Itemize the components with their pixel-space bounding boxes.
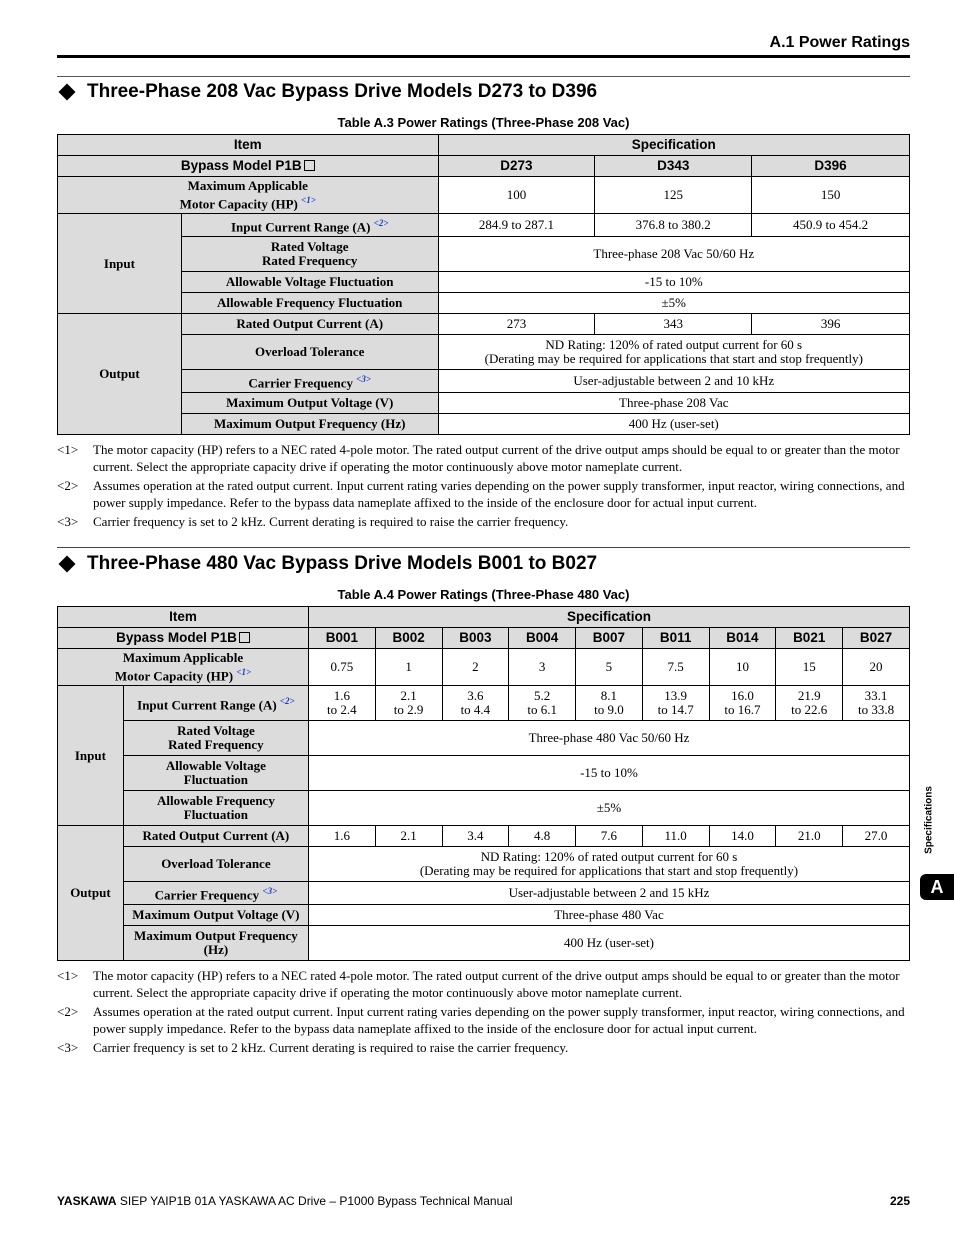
value-cell: 3: [509, 649, 576, 686]
item-header: Item: [58, 135, 439, 156]
input-group-label: Input: [58, 686, 124, 826]
value-cell: ND Rating: 120% of rated output current for 60 s (Derating may be required for applications that start and stop frequently): [308, 847, 909, 882]
max-output-voltage-label: Maximum Output Voltage (V): [181, 393, 438, 414]
footnote: <3> Carrier frequency is set to 2 kHz. Current derating is required to raise the carrier frequency.: [57, 1040, 569, 1055]
value-cell: 4.8: [509, 826, 576, 847]
model-label: Bypass Model P1B: [58, 156, 439, 177]
model-cell: B001: [308, 628, 375, 649]
model-cell: D396: [752, 156, 910, 177]
model-label: Bypass Model P1B: [58, 628, 309, 649]
value-cell: Three-phase 480 Vac: [308, 905, 909, 926]
frequency-fluctuation-label: Allowable Frequency Fluctuation: [123, 791, 308, 826]
value-cell: 1.6 to 2.4: [308, 686, 375, 721]
footnote: <2> Assumes operation at the rated output current. Input current rating varies depending on the power supply transformer, input reactor, wiring connections, and power supply impedance. Refer to the bypass data nameplate affixed to the inside of the enclosure door for actual input current.: [57, 1004, 905, 1036]
value-cell: User-adjustable between 2 and 10 kHz: [438, 370, 909, 393]
rated-output-current-label: Rated Output Current (A): [181, 314, 438, 335]
rated-voltage-label: Rated Voltage Rated Frequency: [181, 237, 438, 272]
spec-header: Specification: [438, 135, 909, 156]
section-title-208: Three-Phase 208 Vac Bypass Drive Models D273 to D396: [57, 81, 597, 103]
footnote: <1> The motor capacity (HP) refers to a NEC rated 4-pole motor. The rated output current of the drive output amps should be equal to or greater than the motor current. Select the appropriate capacity drive if operating the motor continuously above motor nameplate current.: [57, 968, 900, 1000]
checkbox-glyph-icon: [304, 160, 315, 171]
value-cell: 27.0: [843, 826, 910, 847]
model-cell: B007: [576, 628, 643, 649]
model-cell: B021: [776, 628, 843, 649]
footnote-ref-link[interactable]: <2>: [279, 695, 295, 706]
footnote: <2> Assumes operation at the rated output current. Input current rating varies depending on the power supply transformer, input reactor, wiring connections, and power supply impedance. Refer to the bypass data nameplate affixed to the inside of the enclosure door for actual input current.: [57, 478, 905, 510]
overload-tolerance-label: Overload Tolerance: [181, 335, 438, 370]
item-header: Item: [58, 607, 309, 628]
value-cell: 16.0 to 16.7: [709, 686, 776, 721]
value-cell: 20: [843, 649, 910, 686]
table-a4: [57, 606, 910, 961]
notes-a3: [57, 441, 910, 532]
value-cell: Three-phase 208 Vac: [438, 393, 909, 414]
value-cell: 1.6: [308, 826, 375, 847]
table-caption-a4: Table A.4 Power Ratings (Three-Phase 480 Vac): [337, 587, 630, 602]
motor-capacity-label: Maximum Applicable Motor Capacity (HP) $^{<1>}$: [58, 649, 309, 686]
output-group-label: Output: [58, 314, 182, 435]
value-cell: 5: [576, 649, 643, 686]
value-cell: 1: [375, 649, 442, 686]
max-output-frequency-label: Maximum Output Frequency (Hz): [181, 414, 438, 435]
value-cell: 21.9 to 22.6: [776, 686, 843, 721]
rated-voltage-label: Rated Voltage Rated Frequency: [123, 721, 308, 756]
model-cell: D273: [438, 156, 595, 177]
value-cell: 2.1: [375, 826, 442, 847]
value-cell: 33.1 to 33.8: [843, 686, 910, 721]
value-cell: ND Rating: 120% of rated output current for 60 s (Derating may be required for applications that start and stop frequently): [438, 335, 909, 370]
value-cell: 396: [752, 314, 910, 335]
input-current-label: Input Current Range (A) $^{<2>}$: [181, 214, 438, 237]
value-cell: 100: [438, 177, 595, 214]
value-cell: -15 to 10%: [308, 756, 909, 791]
value-cell: 13.9 to 14.7: [642, 686, 709, 721]
rated-output-current-label: Rated Output Current (A): [123, 826, 308, 847]
carrier-frequency-label: Carrier Frequency $^{<3>}$: [123, 882, 308, 905]
value-cell: 3.6 to 4.4: [442, 686, 509, 721]
value-cell: 150: [752, 177, 910, 214]
table-a3: [57, 134, 910, 435]
voltage-fluctuation-label: Allowable Voltage Fluctuation: [123, 756, 308, 791]
running-head: A.1 Power Ratings: [769, 34, 910, 51]
value-cell: 10: [709, 649, 776, 686]
value-cell: 400 Hz (user-set): [308, 926, 909, 961]
carrier-frequency-label: Carrier Frequency $^{<3>}$: [181, 370, 438, 393]
diamond-bullet-icon: [59, 556, 76, 573]
model-cell: B027: [843, 628, 910, 649]
model-cell: B003: [442, 628, 509, 649]
value-cell: 2: [442, 649, 509, 686]
value-cell: 8.1 to 9.0: [576, 686, 643, 721]
value-cell: 284.9 to 287.1: [438, 214, 595, 237]
value-cell: -15 to 10%: [438, 272, 909, 293]
value-cell: 273: [438, 314, 595, 335]
spec-header: Specification: [308, 607, 909, 628]
value-cell: 7.5: [642, 649, 709, 686]
value-cell: ±5%: [308, 791, 909, 826]
footnote: <1> The motor capacity (HP) refers to a NEC rated 4-pole motor. The rated output current of the drive output amps should be equal to or greater than the motor current. Select the appropriate capacity drive if operating the motor continuously above motor nameplate current.: [57, 442, 900, 474]
footer: [57, 1194, 910, 1208]
model-cell: B014: [709, 628, 776, 649]
motor-capacity-label: Maximum Applicable Motor Capacity (HP) $^{<1>}$: [58, 177, 439, 214]
section-title-480: Three-Phase 480 Vac Bypass Drive Models B001 to B027: [57, 553, 597, 575]
value-cell: 2.1 to 2.9: [375, 686, 442, 721]
value-cell: 3.4: [442, 826, 509, 847]
footnote-ref-link[interactable]: <1>: [236, 666, 252, 677]
model-cell: B004: [509, 628, 576, 649]
footnote-ref-link[interactable]: <3>: [262, 885, 278, 896]
value-cell: 0.75: [308, 649, 375, 686]
overload-tolerance-label: Overload Tolerance: [123, 847, 308, 882]
frequency-fluctuation-label: Allowable Frequency Fluctuation: [181, 293, 438, 314]
notes-a4: [57, 967, 910, 1058]
value-cell: 376.8 to 380.2: [595, 214, 752, 237]
side-section-label: Specifications: [923, 786, 935, 854]
value-cell: 5.2 to 6.1: [509, 686, 576, 721]
page-number: 225: [889, 1194, 910, 1208]
model-cell: B002: [375, 628, 442, 649]
input-current-label: Input Current Range (A) $^{<2>}$: [123, 686, 308, 721]
footnote: <3> Carrier frequency is set to 2 kHz. Current derating is required to raise the carrier frequency.: [57, 514, 569, 529]
value-cell: Three-phase 208 Vac 50/60 Hz: [438, 237, 909, 272]
section-rule: [57, 547, 910, 548]
value-cell: 343: [595, 314, 752, 335]
footnote-ref-link[interactable]: <2>: [373, 217, 389, 228]
max-output-voltage-label: Maximum Output Voltage (V): [123, 905, 308, 926]
value-cell: Three-phase 480 Vac 50/60 Hz: [308, 721, 909, 756]
value-cell: 125: [595, 177, 752, 214]
input-group-label: Input: [58, 214, 182, 314]
footnote-ref-link[interactable]: <3>: [356, 373, 371, 384]
footnote-ref-link[interactable]: <1>: [301, 194, 316, 205]
value-cell: 7.6: [576, 826, 643, 847]
appendix-tab[interactable]: A: [920, 874, 954, 900]
value-cell: 400 Hz (user-set): [438, 414, 909, 435]
table-caption-a3: Table A.3 Power Ratings (Three-Phase 208 Vac): [337, 115, 630, 130]
value-cell: User-adjustable between 2 and 15 kHz: [308, 882, 909, 905]
checkbox-glyph-icon: [239, 632, 250, 643]
model-cell: D343: [595, 156, 752, 177]
header-rule: [57, 55, 910, 58]
value-cell: 21.0: [776, 826, 843, 847]
value-cell: 15: [776, 649, 843, 686]
footer-doc: YASKAWA SIEP YAIP1B 01A YASKAWA AC Drive – P1000 Bypass Technical Manual: [57, 1194, 513, 1208]
value-cell: 14.0: [709, 826, 776, 847]
value-cell: 450.9 to 454.2: [752, 214, 910, 237]
header-subrule: [57, 76, 910, 77]
output-group-label: Output: [58, 826, 124, 961]
diamond-bullet-icon: [59, 84, 76, 101]
voltage-fluctuation-label: Allowable Voltage Fluctuation: [181, 272, 438, 293]
model-cell: B011: [642, 628, 709, 649]
footer-brand: YASKAWA: [57, 1194, 117, 1208]
value-cell: ±5%: [438, 293, 909, 314]
value-cell: 11.0: [642, 826, 709, 847]
max-output-frequency-label: Maximum Output Frequency (Hz): [123, 926, 308, 961]
